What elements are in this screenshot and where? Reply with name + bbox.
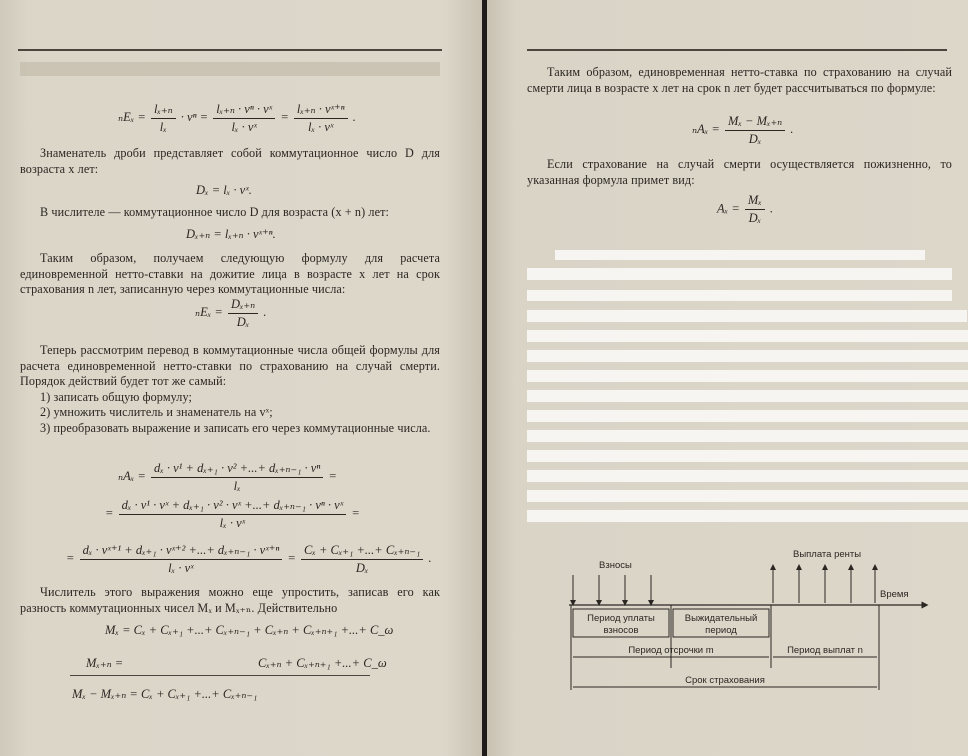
formula-mxn-rhs: Cₓ₊ₙ + Cₓ₊ₙ₊₁ +...+ C_ω — [258, 656, 387, 670]
redacted-block — [527, 390, 968, 402]
label-payments: Взносы — [599, 560, 632, 571]
paragraph-death-term-formula: Таким образом, единовременная нетто-ставка по страхованию на случай смерти лица в возрасте x лет на срок n лет будет рассчитываться по формуле: — [527, 65, 952, 95]
redacted-block — [527, 350, 968, 362]
list-item-3: 3) преобразовать выражение и записать его через коммутационные числа. — [40, 421, 431, 435]
redacted-block — [555, 250, 925, 260]
redacted-block — [527, 290, 952, 301]
formula-endowment-commutation: ₙEₓ = $\frac{\text{Dₓ₊ₙ}}{\text{Dₓ}}$ . — [195, 297, 267, 329]
formula-dx: Dₓ = lₓ · vˣ. — [196, 183, 252, 197]
redacted-block — [527, 430, 968, 442]
box-payment-period-line1: Период уплаты — [587, 613, 655, 624]
header-rule — [18, 49, 442, 51]
scan-smudge — [20, 62, 440, 76]
paragraph-denominator: Знаменатель дроби представляет собой коммутационное число D для возраста x лет: — [20, 146, 440, 176]
subtraction-rule — [70, 675, 370, 676]
label-deferral-period: Период отсрочки m — [628, 645, 714, 656]
paragraph-simplify: Числитель этого выражения можно еще упростить, записав его как разность коммутационных чисел Mₓ и Mₓ₊ₙ. Действительно — [20, 585, 440, 615]
paragraph-death-insurance: Теперь рассмотрим перевод в коммутационные числа общей формулы для расчета единовременной нетто-ставки по страхованию на случай смерти. Порядок действий будет тот же самый: — [20, 343, 440, 388]
label-annuity: Выплата ренты — [793, 549, 862, 560]
redacted-block — [527, 410, 968, 422]
formula-mx-difference: Mₓ − Mₓ₊ₙ = Cₓ + Cₓ₊₁ +...+ Cₓ₊ₙ₋₁ — [72, 687, 258, 701]
redacted-block — [527, 268, 952, 280]
redacted-block — [527, 470, 968, 482]
label-insurance-term: Срок страхования — [685, 675, 765, 686]
formula-dxn: Dₓ₊ₙ = lₓ₊ₙ · vˣ⁺ⁿ. — [186, 227, 276, 241]
box-payment-period-line2: взносов — [603, 625, 639, 636]
paragraph-numerator: В числителе — коммутационное число D для возраста (x + n) лет: — [40, 205, 390, 219]
formula-endowment-general: ₙEₓ = $\frac{\text{lₓ₊ₙ}}{\text{lₓ}}$ · vⁿ = $\frac{\text{lₓ₊ₙ · vⁿ · vˣ}}{\text{lₓ · vˣ}}$ = $\frac{\text{lₓ₊ₙ · vˣ⁺ⁿ}}{\text{lₓ · vˣ}}$ . — [118, 102, 356, 134]
formula-death-step-1: ₙAₓ = $\frac{\text{dₓ · v¹ + dₓ₊₁ · v² +...+ dₓ₊ₙ₋₁ · vⁿ}}{\text{lₓ}}$ = — [118, 461, 337, 493]
list-item-2: 2) умножить числитель и знаменатель на vˣ; — [40, 405, 273, 419]
insurance-timeline-diagram — [555, 543, 930, 693]
redacted-block — [527, 490, 968, 502]
formula-mxn-lhs: Mₓ₊ₙ = — [86, 656, 124, 670]
redacted-block — [527, 330, 968, 342]
box-waiting-period-line2: период — [705, 625, 737, 636]
formula-whole-life: Aₓ = $\frac{\text{Mₓ}}{\text{Dₓ}}$ . — [717, 193, 774, 225]
label-payout-period: Период выплат n — [787, 645, 863, 656]
redacted-block — [527, 510, 968, 522]
label-time: Время — [880, 589, 909, 600]
list-item-1: 1) записать общую формулу; — [40, 390, 192, 404]
redacted-block — [527, 450, 968, 462]
formula-mx: Mₓ = Cₓ + Cₓ₊₁ +...+ Cₓ₊ₙ₋₁ + Cₓ₊ₙ + Cₓ₊ₙ₊₁ +...+ C_ω — [105, 623, 394, 637]
formula-death-term: ₙAₓ = $\frac{\text{Mₓ − Mₓ₊ₙ}}{\text{Dₓ}}$ . — [692, 114, 794, 146]
paragraph-whole-life: Если страхование на случай смерти осуществляется пожизненно, то указанная формула примет вид: — [527, 157, 952, 187]
box-waiting-period-line1: Выжидательный — [684, 613, 758, 624]
redacted-block — [527, 310, 967, 322]
formula-death-step-3: = $\frac{\text{dₓ · vˣ⁺¹ + dₓ₊₁ · vˣ⁺² +...+ dₓ₊ₙ₋₁ · vˣ⁺ⁿ}}{\text{lₓ · vˣ}}$ = $\frac{\text{Cₓ + Cₓ₊₁ +...+ Cₓ₊ₙ₋₁}}{\text{Dₓ}}$ . — [66, 543, 432, 575]
paragraph-endowment-result: Таким образом, получаем следующую формулу для расчета единовременной нетто-ставки на дожитие лица в возрасте x лет на срок страхования n лет, записанную через коммутационные числа: — [20, 251, 440, 296]
formula-death-step-2: = $\frac{\text{dₓ · v¹ · vˣ + dₓ₊₁ · v² · vˣ +...+ dₓ₊ₙ₋₁ · vⁿ · vˣ}}{\text{lₓ · vˣ}}$ = — [105, 498, 360, 530]
left-page — [0, 0, 482, 756]
redacted-block — [527, 370, 968, 382]
header-rule-right — [527, 49, 947, 51]
